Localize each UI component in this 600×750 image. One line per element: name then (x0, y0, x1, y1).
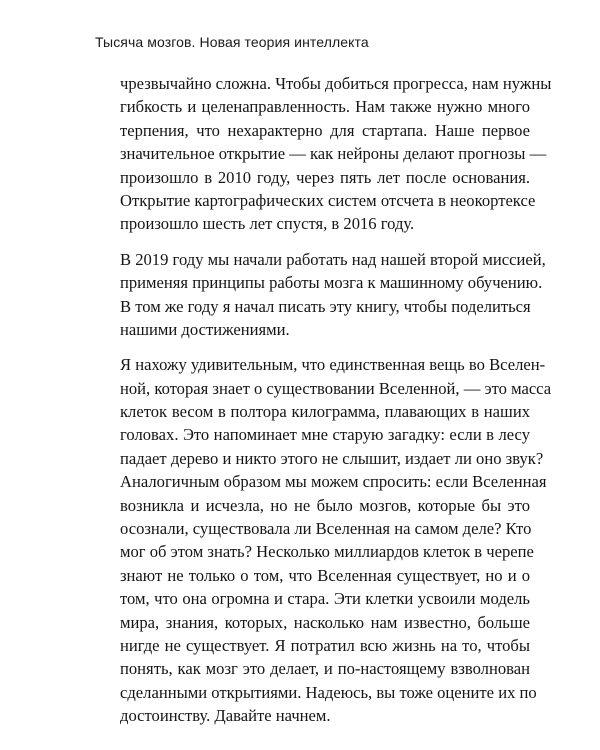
text-line: ной, которая знает о существовании Вселенной, — это масса (120, 378, 552, 398)
text-line: Аналогичным образом мы можем спросить: если Вселенная (120, 472, 547, 492)
text-line: значительное открытие — как нейроны делают прогнозы — (120, 144, 547, 164)
text-line: применяя принципы работы мозга к машинному обучению. (120, 273, 543, 293)
text-line: знают не только о том, что Вселенная существует, но и о (120, 565, 530, 585)
text-line: нигде не существует. Я потратил всю жизнь на то, чтобы (120, 635, 530, 655)
body-text (120, 72, 552, 740)
text-line: возникла и исчезла, но не было мозгов, которые бы это (120, 495, 530, 515)
text-line: чрезвычайно сложна. Чтобы добиться прогресса, нам нужны (120, 74, 552, 93)
text-line: осознали, существовала ли Вселенная на самом деле? Кто (120, 519, 532, 539)
text-line: мира, знания, которых, насколько нам известно, больше (120, 612, 530, 632)
text-line: произошло в 2010 году, через пять лет после основания. (120, 167, 530, 187)
text-line: клеток весом в полтора килограмма, плавающих в наших (120, 402, 530, 422)
text-line: произошло шесть лет спустя, в 2016 году. (120, 214, 415, 234)
text-line: терпения, что нехарактерно для стартапа. Наше первое (120, 120, 530, 140)
text-line: гибкость и целенаправленность. Нам также нужно много (120, 97, 530, 117)
text-line: мог об этом знать? Несколько миллиардов клеток в черепе (120, 542, 534, 562)
text-line: головах. Это напоминает мне старую загадку: если в лесу (120, 425, 530, 445)
text-line: В 2019 году мы начали работать над нашей второй миссией, (120, 249, 546, 269)
paragraph-1 (120, 72, 552, 236)
running-header-title: Тысяча мозгов. Новая теория интеллекта (95, 34, 369, 50)
text-line: том, что она огромна и стара. Эти клетки усвоили модель (120, 589, 530, 609)
text-line: Открытие картографических систем отсчета в неокортексе (120, 190, 536, 210)
text-line: падает дерево и никто этого не слышит, издает ли оно звук? (120, 448, 544, 468)
paragraph-2 (120, 248, 546, 342)
text-line: сделанными открытиями. Надеюсь, вы тоже оцените их по (120, 682, 537, 702)
paragraph-3 (120, 353, 552, 727)
text-line: нашими достижениями. (120, 319, 290, 339)
text-line: Я нахожу удивительным, что единственная вещь во Вселен- (120, 355, 546, 375)
text-line: достоинству. Давайте начнем. (120, 706, 331, 726)
text-line: В том же году я начал писать эту книгу, чтобы поделиться (120, 296, 531, 316)
text-line: понять, как мозг это делает, и по-настоящему взволнован (120, 659, 530, 679)
